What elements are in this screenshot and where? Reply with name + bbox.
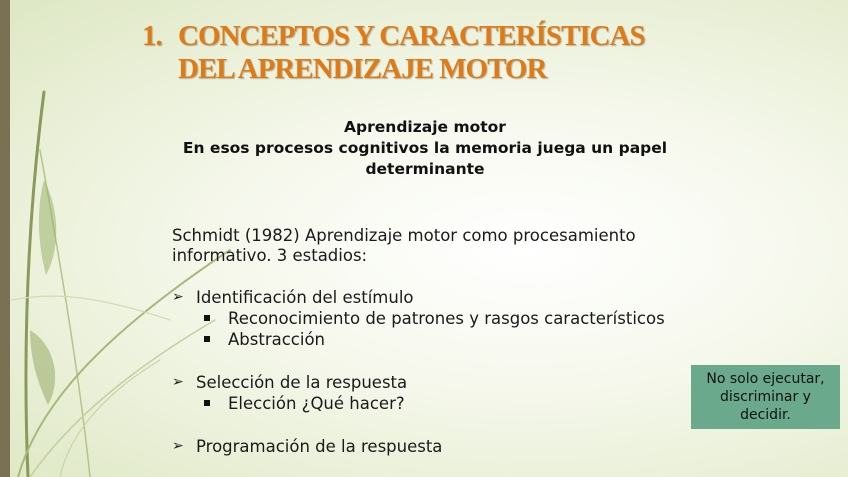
sub-item-label: Abstracción (228, 330, 326, 349)
note-line-1: No solo ejecutar, (706, 371, 825, 387)
square-bullet-icon (204, 336, 210, 342)
side-bar (0, 0, 10, 477)
sub-item (172, 394, 692, 415)
title-line-2: DEL APRENDIZAJE MOTOR (178, 53, 547, 85)
stage-label: Identificación del estímulo (196, 288, 414, 307)
note-line-2: discriminar y (720, 389, 811, 405)
slide-body (172, 226, 692, 458)
arrow-bullet-icon: ➢ (172, 374, 184, 390)
stage-item (172, 437, 692, 458)
note-line-3: decidir. (740, 407, 791, 423)
title-number: 1. (142, 20, 162, 52)
sub-item-label: Reconocimiento de patrones y rasgos característicos (228, 309, 665, 328)
square-bullet-icon (204, 400, 210, 406)
subheading-line-1: Aprendizaje motor (344, 118, 506, 136)
sub-item-label: Elección ¿Qué hacer? (228, 394, 405, 413)
note-box (691, 365, 840, 429)
subheading-line-3: determinante (365, 160, 485, 178)
intro-line-2: informativo. 3 estadios: (172, 246, 368, 265)
square-bullet-icon (204, 315, 210, 321)
intro-line-1: Schmidt (1982) Aprendizaje motor como procesamiento (172, 226, 636, 245)
stage-label: Selección de la respuesta (196, 373, 408, 392)
stage-item (172, 288, 692, 309)
stage-item (172, 373, 692, 394)
stage-label: Programación de la respuesta (196, 437, 443, 456)
subheading (160, 117, 690, 180)
arrow-bullet-icon: ➢ (172, 289, 184, 305)
arrow-bullet-icon: ➢ (172, 438, 184, 454)
subheading-line-2: En esos procesos cognitivos la memoria juega un papel (182, 139, 668, 157)
title-line-1: CONCEPTOS Y CARACTERÍSTICAS (178, 20, 645, 52)
sub-item (172, 330, 692, 351)
slide-title (142, 20, 645, 86)
sub-item (172, 309, 692, 330)
